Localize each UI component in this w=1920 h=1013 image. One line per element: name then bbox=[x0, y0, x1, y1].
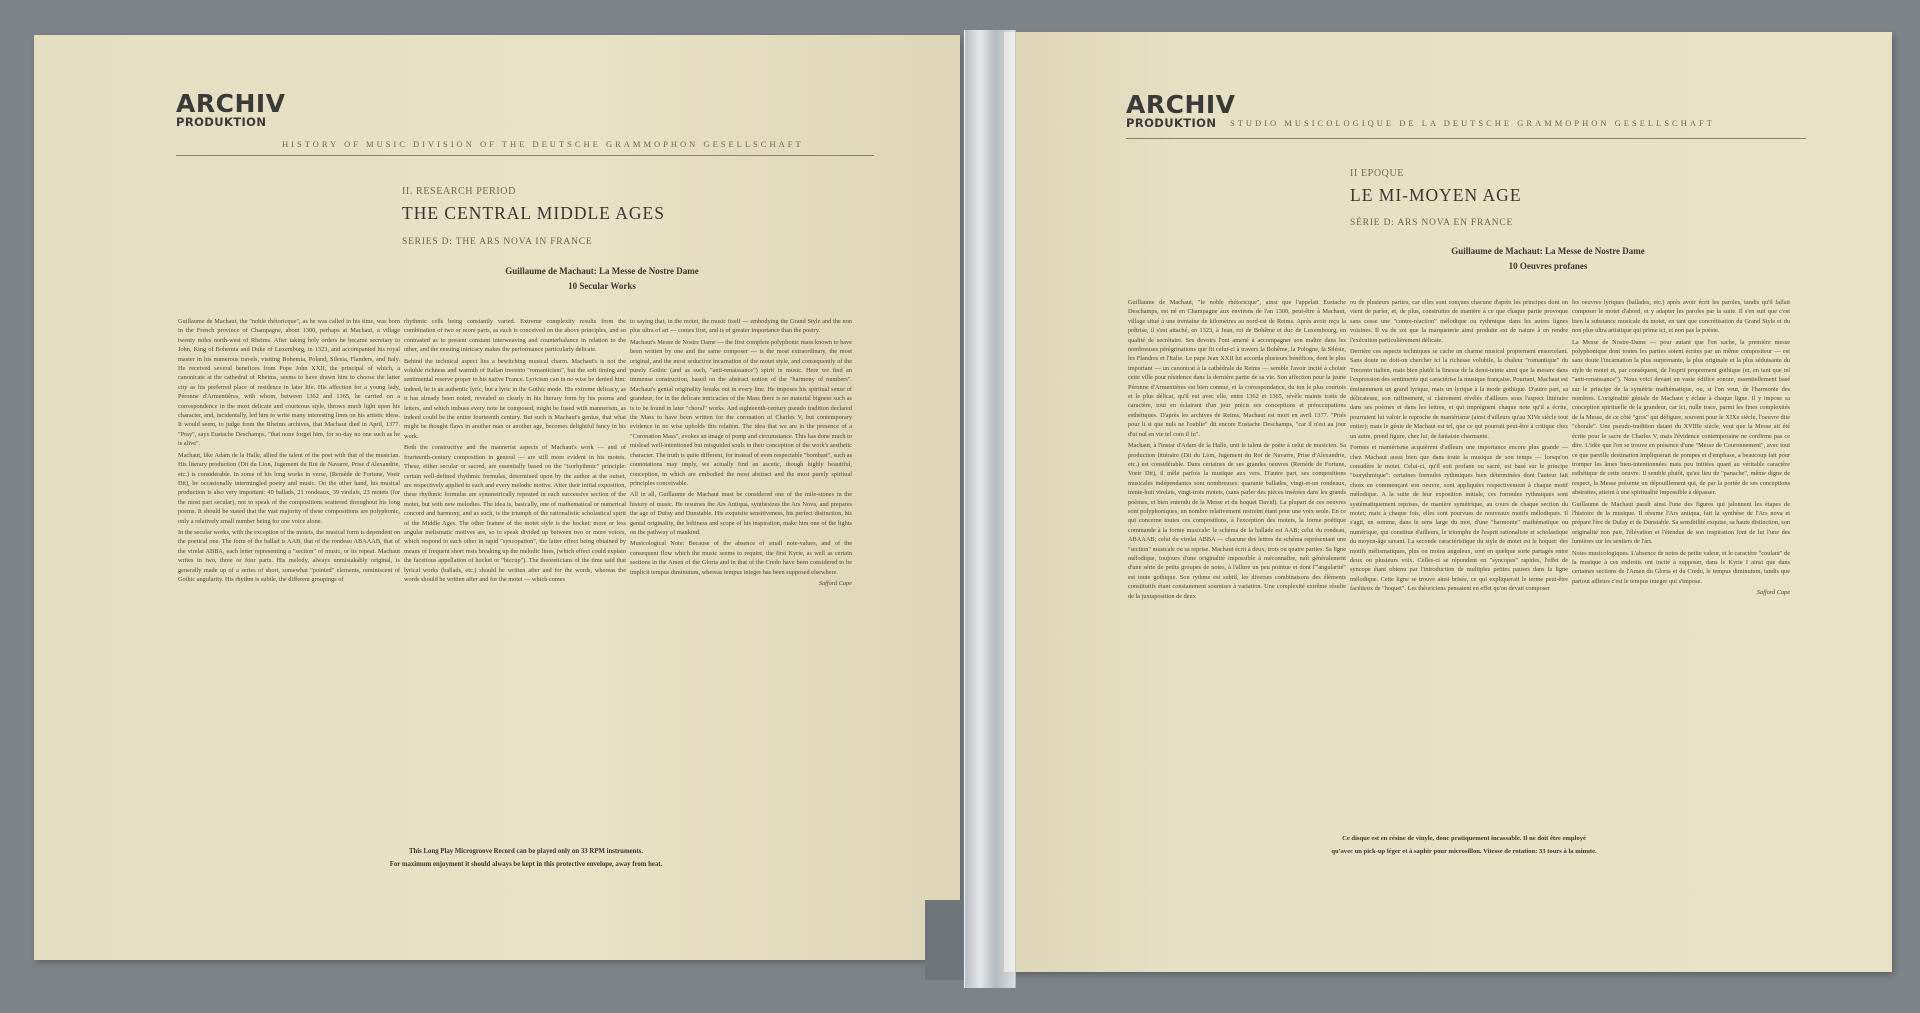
essay-paragraph: Machaut, à l'instar d'Adam de la Halle, unit le talent de poète à celui de musicien. Sa production littéraire (Dit du Lion, Jugement du Roi de Navarre, Prise d'Alexandrie, etc.) est considérable. Dans certaines de ses grandes oeuvres (Remède de Fortune, Voeir Dit), il mêle parfois la musique aux vers. D'autre part, ses compositions musicales indépendantes sont nombreuses: quarante ballades, vingt-et-un rondeaux, trente-huit virelais, vingt-trois motets, (sans parler des pièces insérées dans les grands poèmes, et bien entendu de la Messe et du hoquet David). La plupart de ces oeuvres sont polyphoniques, un nombre relativement restreint étant pour une voix seule. En ce qui concerne toutes ces compositions, à l'exception des motets, la forme poétique commande à la forme musicale: le schéma de la ballade est AAB; celui du rondeau, ABAAAB; celui du virelai ABBA — chacune des lettres du schéma représentant une "section" musicale ou sa reprise. Machaut écrit à deux, trois ou quatre parties. Sa ligne mélodique, toujours d'une originalité impossible à méconnaître, naît généralement d'une série de petits groupes de notes, à l'allure un peu pointue et dont l'"angularité" est toute gothique. Son rythme est subtil, les diverses combinaisons des éléments constitutifs étant constamment soumises à variation. Une complexité extrême résulte de la juxtaposition de deux bbox=[1128, 442, 1346, 600]
essay-paragraph: Notes musicologiques. L'absence de notes de petite valeur, et le caractère "coulant" de la musique à ces endroits ont incité à supposer, dans le Kyrie I ainsi que dans certaines sections de l'Amen du Gloria et du Credo, le tempus diminutum, tandis que partout ailleurs c'est le tempus integer qui s'impose. bbox=[1572, 549, 1790, 585]
left-liner-page bbox=[34, 35, 960, 960]
essay-paragraph: Behind the technical aspect lies a bewitching musical charm. Machaut's is not the voluble richness and warmth of Italian trecento "romanticism", but the soft timing and sentimental reserve proper to his native France. Lyricism can in no wise be denied him: indeed, he is an authentic lyric, but a lyric in the Gothic mode. His extreme delicacy, as it has already been noted, revealed so clearly in his literary form by his poems and letters, and which imbues every note he composed, might be fused with mannerism, as indeed could be the entire fourteenth century. But such is Machaut's genius, that what might be thought flaws in another man or another age, becomes delightful fancy in his work. bbox=[404, 357, 626, 440]
logo-produktion-text: PRODUKTION bbox=[1126, 116, 1217, 130]
record-care-line-1: Ce disque est en résine de vinyle, donc pratiquement incassable. Il ne doit être employé bbox=[1342, 835, 1586, 842]
record-care-line-2: For maximum enjoyment it should always be kept in this protective envelope, away from heat. bbox=[389, 861, 663, 868]
essay-paragraph: Musicological Note: Because of the absence of small note-values, and of the consequent flow which the music seems to require, the first Kyrie, as well as certain sections in the Amen of the Gloria and in that of the Credo have been considered to be implicit tempus diminutum, whereas tempus integer has been supposed elsewhere. bbox=[630, 540, 852, 576]
essay-paragraph: to saying that, in the motet, the music itself — embodying the Grand Style and the non plus ultra of art — comes first, and is of greater importance than the poetry. bbox=[630, 318, 852, 335]
record-care-note bbox=[1154, 832, 1774, 858]
logo-archiv-text: ARCHIV bbox=[1126, 90, 1236, 119]
record-care-line-2: qu'avec un pick-up léger et à saphir pour microsillon. Vitesse de rotation: 33 tours à la minute. bbox=[1331, 848, 1597, 855]
essay-paragraph: In the secular works, with the exception of the motets, the musical form is dependent on the poetical one. The form of the ballad is AAB, that of the rondeau ABAAAB, that of the virelai ABBA, each letter representing a "section" of music, or its repeat. Machaut writes in two, three or four parts. His melody, always unmistakably original, is generally made up of a series of short, somewhat "pointed" elements, reminiscent of Gothic angularity. His rhythm is subtle, the different groupings of bbox=[178, 528, 400, 583]
essay-paragraph: Machaut, like Adam de la Halle, allied the talent of the poet with that of the musician. His literary production (Dit du Lion, Jugement du Roi de Navarre, Prise d'Alexandrie, etc.) is considerable. In some of his long works in verse, (Remède de Fortune, Voeir Dit), he occasionally intermingled poetry and music. On the other hand, his musical production is also very important: 40 ballads, 21 rondeaux, 39 virelais, 23 motets (for the most part secular), not to speak of the compositions scattered throughout his long poems. It should be stated that the vast majority of these compositions are polyphonic, only a relatively small number being for one voice alone. bbox=[178, 451, 400, 525]
essay-paragraph: rhythmic cells being constantly varied. Extreme complexity results from the combination of two or more parts, as each is conceived on the above principles, and so contrasted as to present constant interweaving and counterbalance in relation to the other, and the ensuing intricacy makes the performance particularly delicate. bbox=[404, 318, 626, 354]
essay-column-2 bbox=[404, 317, 626, 817]
page-title: LE MI-MOYEN AGE bbox=[1350, 185, 1522, 205]
work-heading bbox=[472, 264, 732, 294]
series-label: SERIES D: THE ARS NOVA IN FRANCE bbox=[402, 237, 593, 247]
work-subtitle: 10 Oeuvres profanes bbox=[1508, 261, 1588, 271]
essay-paragraph: Machaut's Messe de Nostre Dame — the first complete polyphonic mass known to have been written by one and the same composer — is the most extraordinary, the most original, and the most seductive incarnation of the motet style, and consequently of the purely Gothic (and as such, "anti-renaissance") spirit in music. Here we find an immense construction, based on the abstract notion of the "harmony of numbers". Machaut's genial originality breaks out in every line. He imposes his spiritual sense of grandeur, for in the delicate intricacies of the Mass there is no material bigness such as is to be found in later "choral" works. And eighteenth-century pseudo tradition declared the Mass to have been written for the coronation of Charles V, but contemporary evidence in no wise upholds this relation. The idea that we are in the presence of a "Coronation Mass", evokes an image of pomp and circumstance. This has done much to mislead well-intentioned but misguided souls in their conception of the work's aesthetic character. The truth is quite different, for instead of even respectable "bombast", such as connotations may imply, we actually find an ascetic, though highly beautiful, conception, in which are embodied the most abstract and the most purely spiritual principles conceivable. bbox=[630, 338, 852, 487]
work-title: Guillaume de Machaut: La Messe de Nostre Dame bbox=[505, 266, 699, 276]
period-label: II EPOQUE bbox=[1350, 168, 1405, 179]
essay-paragraph: Both the constructive and the mannerist aspects of Machaut's work — and of fourteenth-century composition in general — are still more evident in his motets. These, either secular or sacred, are essentially based on the "isorhythmic" principle: certain well-defined rhythmic formulas, determined upon by the author at the outset, are respectively applied to each and every melodic motive. After their initial exposition, these rhythmic formulas are symmetrically repeated in each successive section of the motet, but with new melodies. The idea is, basically, one of mathematical or numerical concord and harmony, and as such, is the triumph of the rationalistic scholastical spirit of the Middle Ages. The other feature of the motet style is the hocket: more or less angular melismatic motives are, so to speak divided up between two or more voices, which respond to each other in rapid "syncopation", the latter effect being obtained by means of frequent short rests breaking up the melodic lines, (which effect could explain the facetious appellation of hocket or "hiccup"). The theoreticians of the time said that lyrical works (ballads, etc.) should be written after and for the words, whereas the words should be written after and for the motet — which comes bbox=[404, 444, 626, 583]
archiv-produktion-logo bbox=[1126, 92, 1236, 130]
division-tagline: HISTORY OF MUSIC DIVISION OF THE DEUTSCHE GRAMMOPHON GESELLSCHAFT bbox=[282, 139, 804, 149]
essay-column-2 bbox=[1350, 298, 1568, 846]
plastic-sleeve bbox=[964, 30, 1016, 988]
archiv-produktion-logo bbox=[176, 91, 286, 129]
author-signature: Safford Cape bbox=[818, 579, 852, 587]
logo-archiv-text: ARCHIV bbox=[176, 89, 286, 118]
work-title: Guillaume de Machaut: La Messe de Nostre Dame bbox=[1451, 246, 1645, 256]
essay-column-1 bbox=[178, 317, 400, 817]
essay-column-1 bbox=[1128, 298, 1346, 846]
essay-paragraph: All in all, Guillaume de Machaut must be considered one of the mile-stones in the history of music. He resumes the Ars Antiqua, synthesizes the Ars Nova, and prepares the age of Dufay and Dunstable. His exquisite sensitiveness, his perfect distinction, his genial originality, the loftiness and scope of his inspiration, make him one of the lights on the pathway of mankind. bbox=[630, 491, 852, 536]
logo-produktion-text: PRODUKTION bbox=[176, 115, 267, 129]
record-care-line-1: This Long Play Microgroove Record can be played only on 33 RPM instruments. bbox=[408, 848, 644, 855]
header-rule bbox=[176, 155, 874, 156]
essay-paragraph: Derrière ces aspects techniques se cache un charme musical proprement ensorcelant. Sans doute ne doit-on chercher ici la richesse volubile, la chaleur "romantique" du Trecento italien, mais bien plutôt la finesse de la demi-teinte ainsi que la mesure dans l'expression des sentiments qui caractérise la musique française. Pourtant, Machaut est éminemment un grand lyrique, mais un lyrique à la mode gothique. D'autre part, sa délicatesse, son raffinement, si clairement révélés d'ailleurs sous l'aspect littéraire dans ses poèmes et dans les lettres, et qui imprègnent chaque note qu'il a écrite, pourraient lui valoir le reproche de maniérisme (ainsi d'ailleurs qu'au XIVe siècle tout entier); mais le génie de Machaut est tel, que ce qui pourrait peut-être à critique chez un autre, prend figure, chez lui, de fantaisie charmante. bbox=[1350, 348, 1568, 440]
right-liner-page bbox=[1004, 32, 1892, 972]
period-label: II. RESEARCH PERIOD bbox=[402, 186, 516, 197]
essay-paragraph: Guillaume de Machaut, "le noble rhétoricque", ainsi que l'appelait Eustache Deschamps, est né en Champagne aux environs de l'an 1300, peut-être à Machaut, village situé à une trentaine de kilomètres au nord-est de Reims. Après avoir reçu la prêtrise, il s'est attaché, en 1323, à Jean, roi de Bohême et duc de Luxembourg, en qualité de secrétaire. Ses devoirs l'ont amené à accompagner son maître dans les nombreuses pérégrinations que fit celui-ci à travers la Bohême, la Pologne, la Silésie, les Flandres et l'Italie. Le pape Jean XXII lui accorda plusieurs bénéfices, dont le plus important — un canonicat à la cathédrale de Reims — semble l'avoir incité à choisir cette ville pour résidence dans la dernière partie de sa vie. Son affection pour la jeune Péronne d'Armentières est bien connue, et la correspondance, du ton le plus courtois et le plus délicat, qu'il eut avec elle, entre 1362 et 1365, révèle maints traits de caractère, tout en éclairant d'un jour précis ses conceptions et préoccupations esthétiques. D'après les archives de Reims, Machaut est mort en avril 1377. "Priés pour li si que nuls ne l'oublie" dit encore Eustache Deschamps, "car il n'est au jour d'ui nul en vie tel com il fu". bbox=[1128, 299, 1346, 438]
essay-paragraph: Guillaume de Machaut, the "noble rhétoricque", as he was called in his time, was born in the French province of Champagne, about 1300, perhaps at Machaut, a village twenty miles north-west of Rheims. After taking holy orders he became secretary to John, King of Bohemia and Duke of Luxemburg, in 1323, and accompanied his royal master in his numerous travels, visiting Bohemia, Poland, Silesia, Flanders, and Italy. He received several benefices from Pope John XXII, the principal of which, a canonicate at the cathedral of Rheims, seems to have drawn him to choose the latter city as his preferred place of residence in later life. His affection for a young lady, Péronne d'Armentières, with whom, between 1362 and 1365, he carried on a correspondence in the most delicate and courteous style, throws much light upon his character, and, incidentally, led him to write many interesting lines on his artistic ideas. It would seem, to judge from the Rheims archives, that Machaut died in April, 1377. "Pray", says Eustache Deschamps, "that none forget him, for so-day no one such as he is alive". bbox=[178, 318, 400, 448]
essay-paragraph: Formes et maniérisme acquièrent d'ailleurs une importance encore plus grande — chez Machaut aussi bien que dans toute la musique de son temps — lorsqu'on considère le motet. Celui-ci, qu'il soit profane ou sacré, est basé sur le principe "isorythmique": certaines formules rythmiques bien déterminées dont l'auteur fait choix en commençant son oeuvre, sont appliquées respectivement à chaque motif mélodique. A la suite de leur exposition initiale, ces formules rythmiques sont systématiquement reprises, de manière symétrique, au cours de chaque section du motet; mais à chaque fois, elles sont pourvues de nouveaux motifs mélodiques. Il s'agit, en somme, dans le sens large du mot, d'une "harmonie" mathématique ou numérique, qui constitue d'ailleurs, le triomphe de l'esprit rationaliste et scholastique du moyen-âge savant. La seconde caractéristique du style de motet est le hoquet: des motifs mélismatiques, plus ou moins anguleux, sont en quelque sorte partagés entre deux ou plusieurs voix. Celles-ci se répondent en "syncopes" rapides, l'effet de syncope étant obtenu par l'introduction de multiples petites pauses dans la ligne mélodique. Cette ligne se trouve ainsi brisée, ce qui expliquerait le terme peut-être facétieux de "hoquet". Les théoriciens pensaient en effet qu'on devait composer bbox=[1350, 444, 1568, 593]
record-care-note bbox=[246, 845, 806, 871]
author-signature: Safford Cape bbox=[1756, 589, 1790, 597]
essay-paragraph: La Messe de Nostre-Dame — pour autant que l'on sache, la première messe polyphonique dont toutes les parties soient écrites par un même compositeur — est sans doute l'incarnation la plus surprenante, la plus originale et la plus séduisante du style de motet et, par conséquent, de l'esprit proprement gothique (et, en tant que tel "anti-renaissance"). Nous voici devant un vaste édifice sonore, essentiellement basé sur le principe de la symétrie mathématique, ou, si l'on veut, de l'harmonie des nombres. L'originalité géniale de Machaut y éclate à chaque ligne. Il y impose sa conception spirituelle de la grandeur, car ici, nulle trace, parmi les fines complexités de la Messe, de ce côté "gros" qui défigure, souvent pour le XIXe siècle, l'oeuvre dite "chorale". Une pseudo-tradition datant du XVIIIe siècle, veut que la Messe ait été écrite pour le sacre de Charles V, mais l'évidence contemporaine ne confirme pas ce dire. L'idée que l'on se trouve en présence d'une "Messe de Couronnement", avec tout ce que pareille destination impliquerait de pompes et d'emphase, a beaucoup fait pour tromper les âmes bien-intentionnées mais peu initiées quant au véritable caractère esthétique de cette oeuvre. Il semble plutôt, qu'au lieu de "panache", même digne de respect, la Messe présente un dépouillement qui, de par la portée de ses conceptions abstraites, atteint à une spiritualité impossible à dépasser. bbox=[1572, 338, 1790, 497]
essay-paragraph: ou de plusieurs parties, car elles sont conçues chacune d'après les principes dont on vient de parler, et, de plus, construites de manière à ce que chaque partie provoque sans cesse une "contre-réaction" mélodique ou rythmique dans les autres lignes voisines. Il va de soi que la marqueterie ainsi produite est de nature à en rendre l'exécution particulièrement délicate. bbox=[1350, 299, 1568, 344]
essay-column-3 bbox=[630, 317, 852, 817]
essay-paragraph: Guillaume de Machaut paraît ainsi l'une des figures qui jalonnent les étapes de l'histoire de la musique. Il résume l'Ars antiqua, fait la synthèse de l'Ars nova et prépare l'ère de Dufay et de Dunstable. Sa sensibilité exquise, sa haute distinction, son originalité non pair, l'élévation et l'étendue de son inspiration font de lui l'une des lumières sur les sentiers de l'art. bbox=[1572, 500, 1790, 546]
essay-paragraph: les oeuvres lyriques (ballades, etc.) après avoir écrit les paroles, tandis qu'il fallait composer le motet d'abord, et y adapter les paroles par la suite. Il s'en suit que c'est bien la substance musicale du motet, en tant que concrétisation du Grand Style et du non plus ultra artistique qui prime ici, et non pas la poésie. bbox=[1572, 299, 1790, 335]
work-subtitle: 10 Secular Works bbox=[568, 281, 636, 291]
work-heading bbox=[1418, 244, 1678, 274]
background-shadow bbox=[925, 900, 965, 980]
series-label: SÉRIE D: ARS NOVA EN FRANCE bbox=[1350, 218, 1514, 228]
essay-column-3 bbox=[1572, 298, 1790, 846]
header-rule bbox=[1126, 138, 1806, 139]
page-title: THE CENTRAL MIDDLE AGES bbox=[402, 203, 665, 223]
studio-tagline: STUDIO MUSICOLOGIQUE DE LA DEUTSCHE GRAMMOPHON GESELLSCHAFT bbox=[1230, 118, 1715, 128]
